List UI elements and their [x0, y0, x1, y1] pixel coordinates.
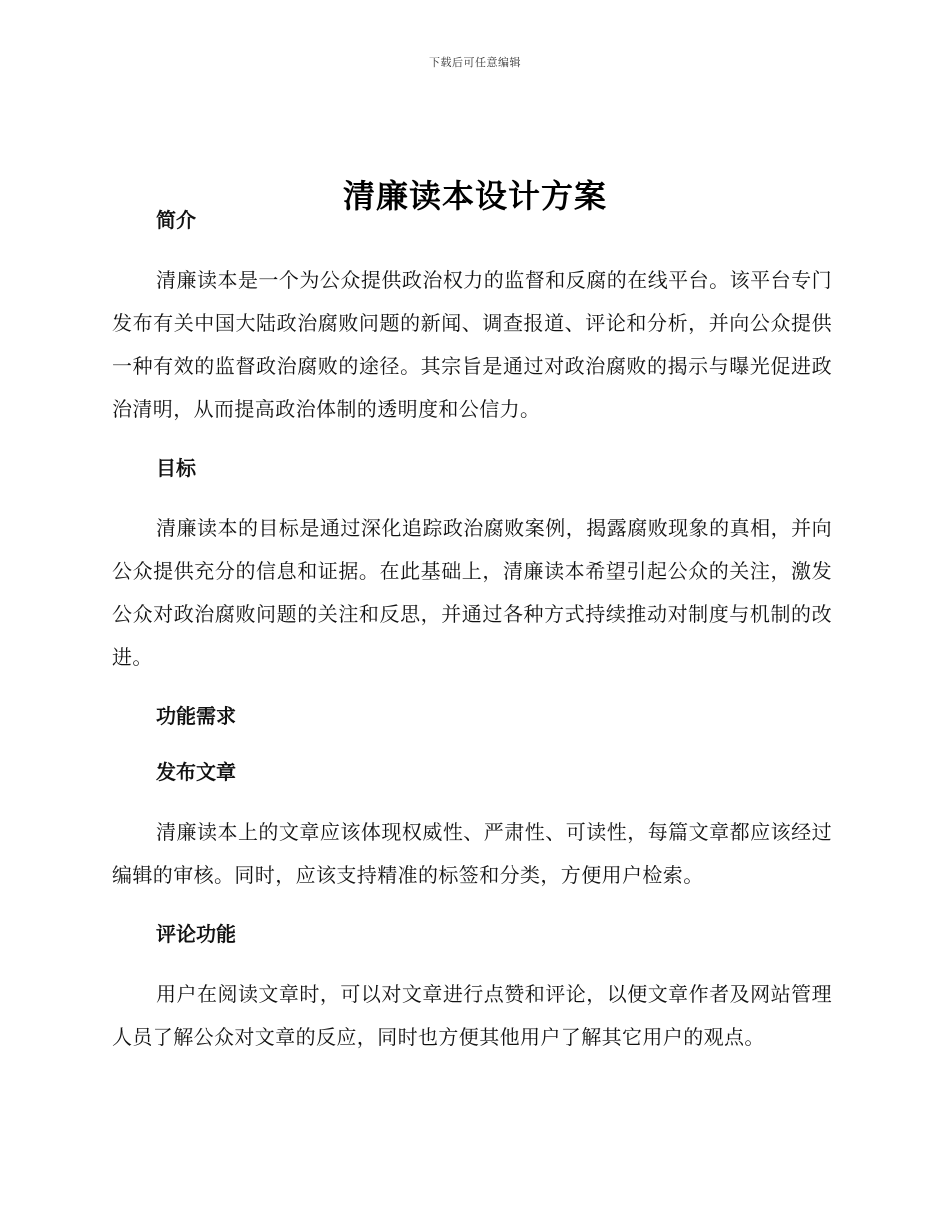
intro-paragraph: 清廉读本是一个为公众提供政治权力的监督和反腐的在线平台。该平台专门发布有关中国大陆政治腐败问题的新闻、调查报道、评论和分析，并向公众提供一种有效的监督政治腐败的途径。其宗旨是通过对政治腐败的揭示与曝光促进政治清明，从而提高政治体制的透明度和公信力。 — [112, 268, 832, 421]
goal-paragraph: 清廉读本的目标是通过深化追踪政治腐败案例，揭露腐败现象的真相，并向公众提供充分的信息和证据。在此基础上，清廉读本希望引起公众的关注，激发公众对政治腐败问题的关注和反思，并通过各种方式持续推动对制度与机制的改进。 — [112, 516, 832, 669]
document-title: 清廉读本设计方案 — [342, 177, 607, 216]
requirements-heading: 功能需求 — [156, 704, 236, 728]
publish-paragraph: 清廉读本上的文章应该体现权威性、严肃性、可读性，每篇文章都应该经过编辑的审核。同时，应该支持精准的标签和分类，方便用户检索。 — [112, 820, 832, 887]
intro-heading: 简介 — [156, 208, 196, 232]
goal-heading: 目标 — [156, 456, 196, 480]
document-body — [112, 205, 832, 1059]
comment-heading: 评论功能 — [156, 922, 236, 946]
comment-paragraph: 用户在阅读文章时，可以对文章进行点赞和评论，以便文章作者及网站管理人员了解公众对文章的反应，同时也方便其他用户了解其它用户的观点。 — [112, 982, 832, 1049]
header-note: 下载后可任意编辑 — [429, 56, 521, 69]
publish-heading: 发布文章 — [156, 760, 236, 784]
